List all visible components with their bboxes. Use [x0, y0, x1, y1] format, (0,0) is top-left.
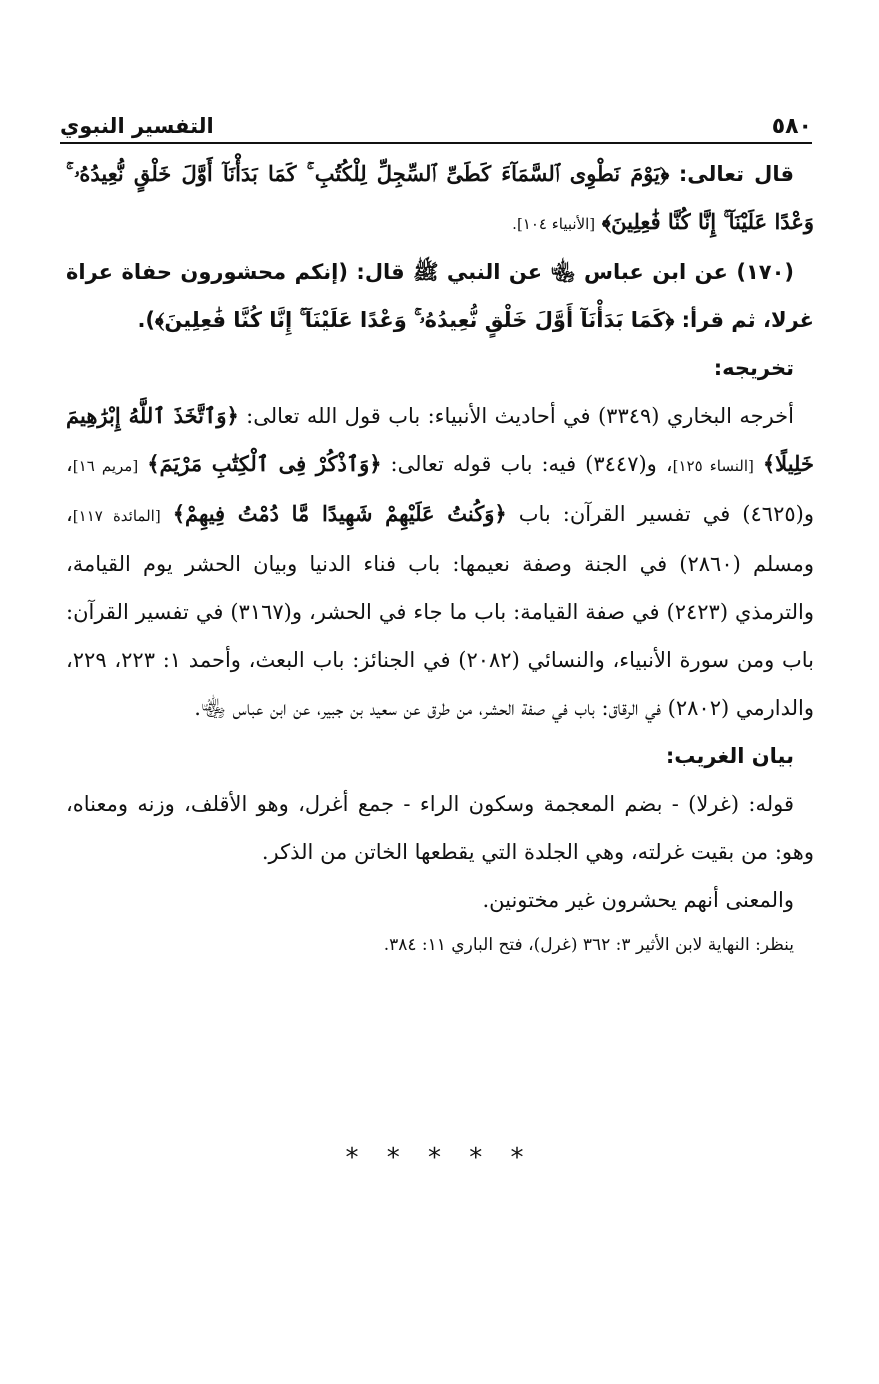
gharib-paragraph: قوله: (غرلا) - بضم المعجمة وسكون الراء - جمع أغرل، وهو الأقلف، وزنه ومعناه، وهو: من بقيت غرلته، وهي الجلدة التي يقطعها الخاتن من الذكر. — [66, 792, 814, 864]
gharib-meaning: والمعنى أنهم يحشرون غير مختونين. — [482, 888, 794, 912]
takhrij-quran-2: ﴿وَٱذْكُرْ فِى ٱلْكِتَٰبِ مَرْيَمَ﴾ — [147, 451, 382, 476]
takhrij-ref-1: [النساء ١٢٥] — [672, 457, 754, 475]
hadith-saying: (إنكم محشورون حفاة عراة غرلا، — [66, 260, 814, 332]
takhrij-text-1: أخرجه البخاري (٣٣٤٩) في أحاديث الأنبياء: باب قول الله تعالى: — [246, 404, 794, 428]
takhrij-text-3: ، و(٤٦٢٥) في تفسير القرآن: باب — [66, 452, 814, 526]
takhrij-quran-3: ﴿وَكُنتُ عَلَيْهِمْ شَهِيدًا مَّا دُمْتُ فِيهِمْ﴾ — [172, 501, 507, 526]
verse-intro: قال تعالى: — [678, 162, 794, 186]
hadith-number: (١٧٠) — [736, 260, 794, 284]
takhrij-quran-1: ﴿وَٱتَّخَذَ ٱللَّهُ إِبْرَٰهِيمَ خَلِيلًا﴾ — [66, 403, 814, 476]
takhrij-text-4: ، ومسلم (٢٨٦٠) في الجنة وصفة نعيمها: باب فناء الدنيا وبيان الحشر يوم القيامة، والترمذي (٢٤٢٣) في صفة القيامة: باب ما جاء في الحشر، و(٣١٦٧) في تفسير القرآن: باب ومن سورة الأنبياء، والنسائي (٢٠٨٢) في الجنائز: باب البعث، وأحمد ١: ٢٢٣، ٢٢٩، والدارمي (٢٨٠٢) في الرقاق: باب في صفة الحشر، من طرق عن سعيد بن جبير، عن ابن عباس ﵄. — [66, 502, 814, 720]
gharib-reference: ينظر: النهاية لابن الأثير ٣: ٣٦٢ (غرل)، فتح الباري ١١: ٣٨٤. — [383, 935, 794, 955]
page-body — [66, 150, 814, 966]
page-header — [60, 108, 812, 144]
gharib-heading: بيان الغريب: — [665, 744, 794, 768]
hadith-paragraph — [66, 248, 814, 344]
takhrij-heading: تخريجه: — [713, 356, 794, 380]
section-divider-stars: * * * * * — [345, 1143, 534, 1173]
hadith-close: ). — [137, 308, 156, 332]
verse-ref: [الأنبياء ١٠٤]. — [512, 215, 596, 233]
takhrij-paragraph — [66, 392, 814, 732]
verse-paragraph — [66, 150, 814, 248]
verse-text: ﴿يَوْمَ نَطْوِى ٱلسَّمَآءَ كَطَىِّ ٱلسِّجِلِّ لِلْكُتُبِ ۚ كَمَا بَدَأْنَآ أَوَّلَ خَلْقٍ نُّعِيدُهُۥ ۚ وَعْدًا عَلَيْنَآ ۚ إِنَّا كُنَّا فَٰعِلِينَ﴾ — [66, 161, 814, 234]
takhrij-ref-2: [مريم ١٦] — [72, 457, 139, 475]
hadith-then: ثم قرأ: — [681, 308, 756, 332]
page-number: ٥٨٠ — [771, 114, 812, 139]
hadith-quote: ﴿كَمَا بَدَأْنَآ أَوَّلَ خَلْقٍ نُّعِيدُهُۥ ۚ وَعْدًا عَلَيْنَآ ۚ إِنَّا كُنَّا فَٰعِلِينَ﴾ — [155, 308, 675, 332]
book-title: التفسير النبوي — [60, 114, 214, 138]
takhrij-text-2: ، و(٣٤٤٧) فيه: باب قوله تعالى: — [390, 452, 673, 476]
takhrij-ref-3: [المائدة ١١٧] — [72, 507, 161, 525]
hadith-narration: عن ابن عباس ﵄ عن النبي ﷺ قال: — [356, 260, 728, 284]
